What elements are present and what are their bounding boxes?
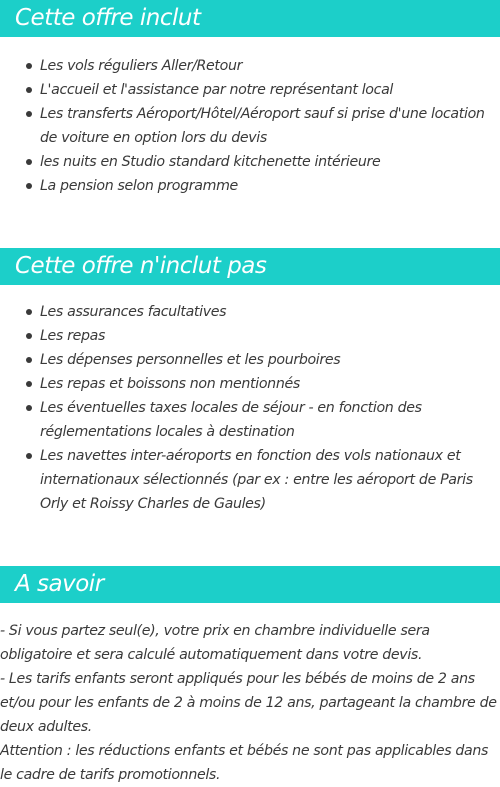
bullet-icon: [26, 159, 32, 165]
list-item: La pension selon programme: [0, 174, 500, 198]
bullet-icon: [26, 63, 32, 69]
list-item: Les repas et boissons non mentionnés: [0, 372, 500, 396]
list-item: Les repas: [0, 324, 500, 348]
excluded-list: [0, 300, 500, 516]
bullet-icon: [26, 405, 32, 411]
bullet-icon: [26, 381, 32, 387]
list-item: Les navettes inter-aéroports en fonction des vols nationaux et internationaux sélectionnés (par ex : entre les aéroport de Paris Orly et Roissy Charles de Gaules): [0, 444, 500, 516]
list-item: L'accueil et l'assistance par notre représentant local: [0, 78, 500, 102]
bullet-icon: [26, 453, 32, 459]
list-item: Les assurances facultatives: [0, 300, 500, 324]
bullet-icon: [26, 333, 32, 339]
info-paragraph: - Si vous partez seul(e), votre prix en chambre individuelle sera obligatoire et sera calculé automatiquement dans votre devis.: [0, 623, 430, 663]
bullet-icon: [26, 87, 32, 93]
included-title: Cette offre inclut: [15, 5, 201, 31]
excluded-header: [0, 248, 500, 285]
included-list: [0, 54, 500, 198]
bullet-icon: [26, 309, 32, 315]
list-item: Les dépenses personnelles et les pourboires: [0, 348, 500, 372]
info-paragraph: Attention : les réductions enfants et bébés ne sont pas applicables dans le cadre de tarifs promotionnels.: [0, 743, 489, 783]
info-header: [0, 566, 500, 603]
list-item: Les éventuelles taxes locales de séjour - en fonction des réglementations locales à destination: [0, 396, 500, 444]
bullet-icon: [26, 183, 32, 189]
list-item: Les transferts Aéroport/Hôtel/Aéroport sauf si prise d'une location de voiture en option lors du devis: [0, 102, 500, 150]
bullet-icon: [26, 111, 32, 117]
list-item: les nuits en Studio standard kitchenette intérieure: [0, 150, 500, 174]
info-text: [0, 619, 500, 787]
info-title: A savoir: [15, 571, 104, 597]
info-paragraph: - Les tarifs enfants seront appliqués pour les bébés de moins de 2 ans et/ou pour les enfants de 2 à moins de 12 ans, partageant la chambre de deux adultes.: [0, 671, 497, 735]
bullet-icon: [26, 357, 32, 363]
excluded-title: Cette offre n'inclut pas: [15, 253, 267, 279]
list-item: Les vols réguliers Aller/Retour: [0, 54, 500, 78]
included-header: [0, 0, 500, 37]
